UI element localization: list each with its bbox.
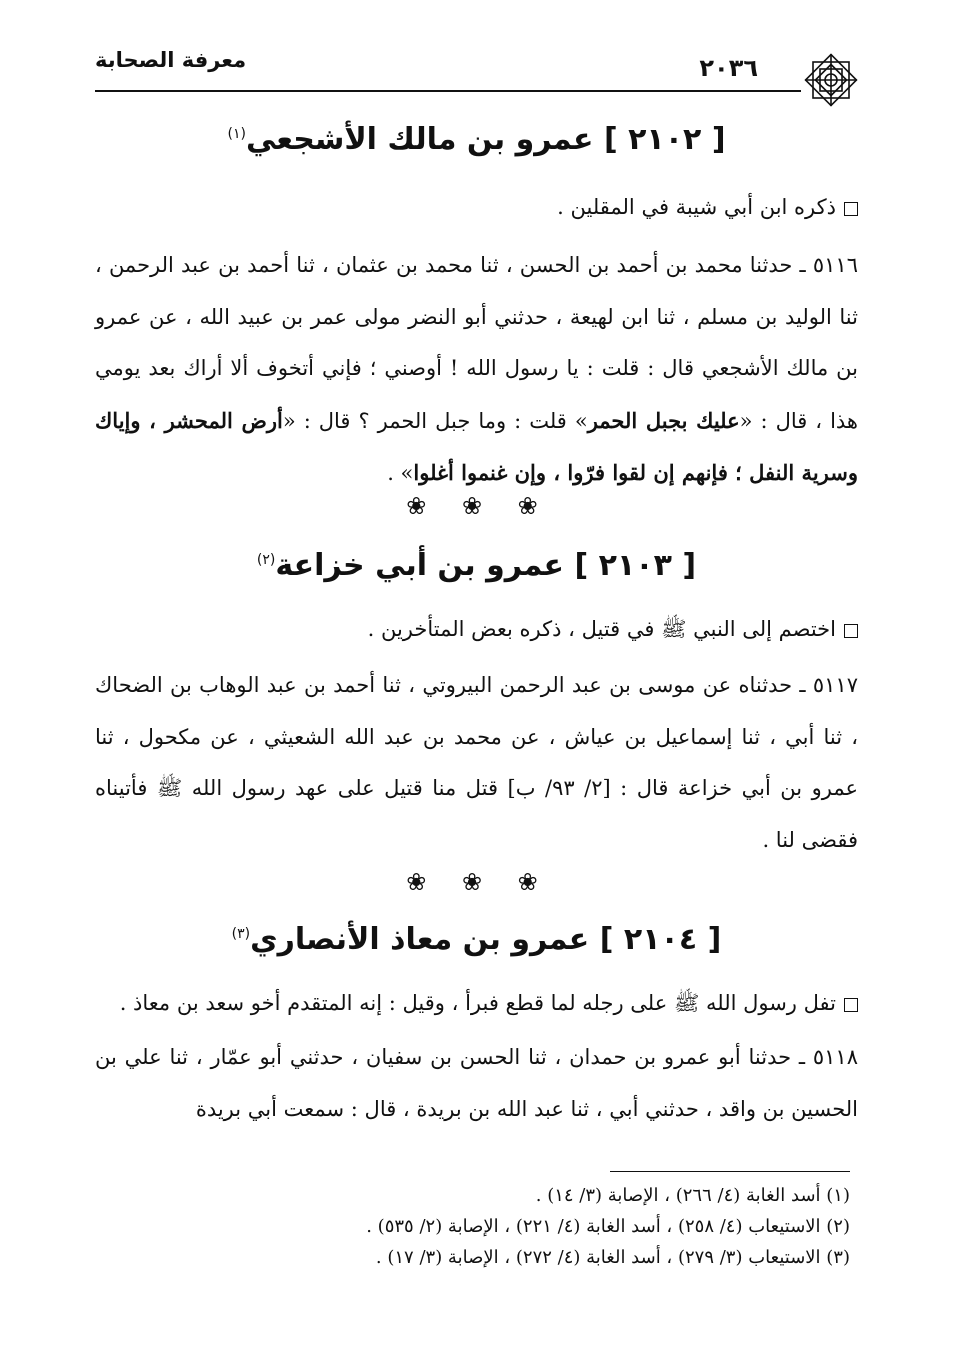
book-title: معرفة الصحابة: [95, 48, 247, 72]
footnote: (٢) الاستيعاب (٤/ ٢٥٨) ، أسد الغابة (٤/ ٢٢١) ، الإصابة (٢/ ٥٣٥) .: [366, 1216, 850, 1237]
footnote-mark: (٢): [256, 552, 276, 568]
footnote: (١) أسد الغابة (٤/ ٢٦٦) ، الإصابة (٣/ ١٤) .: [535, 1185, 850, 1206]
header-divider: [95, 90, 801, 92]
hadith-paragraph: ٥١١٦ ـ حدثنا محمد بن أحمد بن الحسن ، ثنا محمد بن عثمان ، ثنا أحمد بن عبد الرحمن ، ثنا الوليد بن مسلم ، ثنا ابن لهيعة ، حدثني أبو النضر مولى عمر بن عبيد الله ، عن عمرو بن مالك الأشجعي قال : قلت : يا رسول الله ! أوصني ؛ فإني أتخوف ألا أراك بعد يومي هذا ، قال : «عليك بجبل الحمر» قلت : وما جبل الحمر ؟ قال : «أرض المحشر ، وإياك وسرية النفل ؛ فإنهم إن لقوا فرّوا ، وإن غنموا أغلوا» .: [95, 253, 858, 485]
entry-note: ذكره ابن أبي شيبة في المقلين .: [95, 192, 858, 222]
hadith-paragraph: ٥١١٧ ـ حدثناه عن موسى بن عبد الرحمن البيروتي ، ثنا أحمد بن عبد الوهاب بن الضحاك ، ثنا أبي ، ثنا إسماعيل بن عياش ، عن محمد بن عبد الله الشعيثي ، عن مكحول ، ثنا عمرو بن أبي خزاعة قال : [٢/ ٩٣/ ب] قتل منا قتيل على عهد رسول الله ﷺ فأتيناه فقضى لنا .: [95, 673, 858, 852]
square-bullet-icon: [844, 202, 858, 216]
hadith-quote: عليك بجبل الحمر: [587, 407, 740, 433]
footnote-divider: [610, 1171, 850, 1172]
entry-title: [ ٢١٠٤ ] عمرو بن معاذ الأنصاري$^{(٣)}$: [231, 922, 722, 957]
entry-note: اختصم إلى النبي ﷺ في قتيل ، ذكره بعض المتأخرين .: [95, 614, 858, 644]
separator-stars: ❀ ❀ ❀: [406, 868, 552, 896]
footnote-mark: (١): [227, 126, 246, 142]
footnote: (٣) الاستيعاب (٣/ ٢٧٩) ، أسد الغابة (٤/ ٢٧٢) ، الإصابة (٣/ ١٧) .: [375, 1247, 850, 1268]
page-number: ٢٠٣٦: [699, 54, 758, 82]
footnote-mark: (٣): [231, 926, 251, 942]
separator-stars: ❀ ❀ ❀: [406, 492, 552, 520]
entry-note: تفل رسول الله ﷺ على رجله لما قطع فبرأ ، وقيل : إنه المتقدم أخو سعد بن معاذ .: [95, 988, 858, 1018]
entry-title: [ ٢١٠٢ ] عمرو بن مالك الأشجعي$^{(١)}$: [227, 122, 726, 157]
square-bullet-icon: [844, 998, 858, 1012]
square-bullet-icon: [844, 624, 858, 638]
entry-title: [ ٢١٠٣ ] عمرو بن أبي خزاعة$^{(٢)}$: [256, 548, 697, 583]
page-header: [95, 42, 858, 102]
ornament-icon: [801, 50, 861, 110]
hadith-quote: أرض المحشر ، وإياك وسرية النفل ؛ فإنهم إن لقوا فرّوا ، وإن غنموا أغلوا: [95, 407, 858, 485]
hadith-paragraph: ٥١١٨ ـ حدثنا أبو عمرو بن حمدان ، ثنا الحسن بن سفيان ، حدثني أبو عمّار ، ثنا علي بن الحسين بن واقد ، حدثني أبي ، ثنا عبد الله بن بريدة ، قال : سمعت أبي بريدة: [95, 1045, 858, 1121]
footnotes: [95, 1180, 850, 1273]
